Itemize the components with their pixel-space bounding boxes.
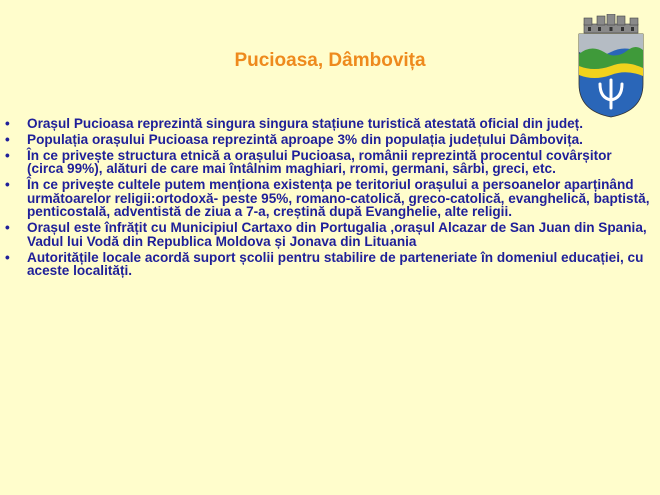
bullet-text: În ce privește cultele putem menționa existența pe teritoriul orașului a persoanelor aparținând următoarelor religii:ortodoxă- peste 95%, romano-catolică, greco-catolică, evanghelică, baptistă, penticostală, adventistă de ziua a 7-a, creștină după Evanghelie, alte religii. bbox=[27, 177, 650, 220]
bullet-text: Autoritățile locale acordă suport școlii pentru stabilire de parteneriate în domeniul educației, cu aceste localități. bbox=[27, 249, 644, 279]
bullet-text: În ce privește structura etnică a orașului Pucioasa, românii reprezintă procentul covârșitor (circa 99%), alături de care mai întâlnim maghiari, rromi, germani, sârbi, greci, etc. bbox=[27, 148, 612, 177]
slide-title: Pucioasa, Dâmbovița bbox=[234, 50, 426, 71]
list-item bbox=[0, 251, 650, 278]
coat-of-arms-icon bbox=[576, 14, 646, 118]
bullet-list bbox=[0, 117, 650, 280]
bullet-dot: • bbox=[5, 116, 10, 131]
list-item bbox=[0, 149, 650, 176]
list-item bbox=[0, 178, 650, 218]
bullet-text: Orașul Pucioasa reprezintă singura singura stațiune turistică atestată oficial din județ. bbox=[27, 116, 583, 131]
list-item bbox=[0, 221, 650, 248]
list-item bbox=[0, 117, 650, 130]
bullet-dot: • bbox=[5, 148, 10, 163]
bullet-dot: • bbox=[5, 220, 10, 236]
bullet-dot: • bbox=[5, 177, 10, 193]
list-item bbox=[0, 133, 650, 146]
bullet-dot: • bbox=[5, 132, 10, 147]
bullet-text: Populația orașului Pucioasa reprezintă aproape 3% din populația județului Dâmbovița. bbox=[27, 132, 583, 147]
bullet-dot: • bbox=[5, 249, 10, 265]
bullet-text: Orașul este înfrățit cu Municipiul Cartaxo din Portugalia ,orașul Alcazar de San Juan din Spania, Vadul lui Vodă din Republica Moldova și Jonava din Lituania bbox=[27, 220, 647, 249]
